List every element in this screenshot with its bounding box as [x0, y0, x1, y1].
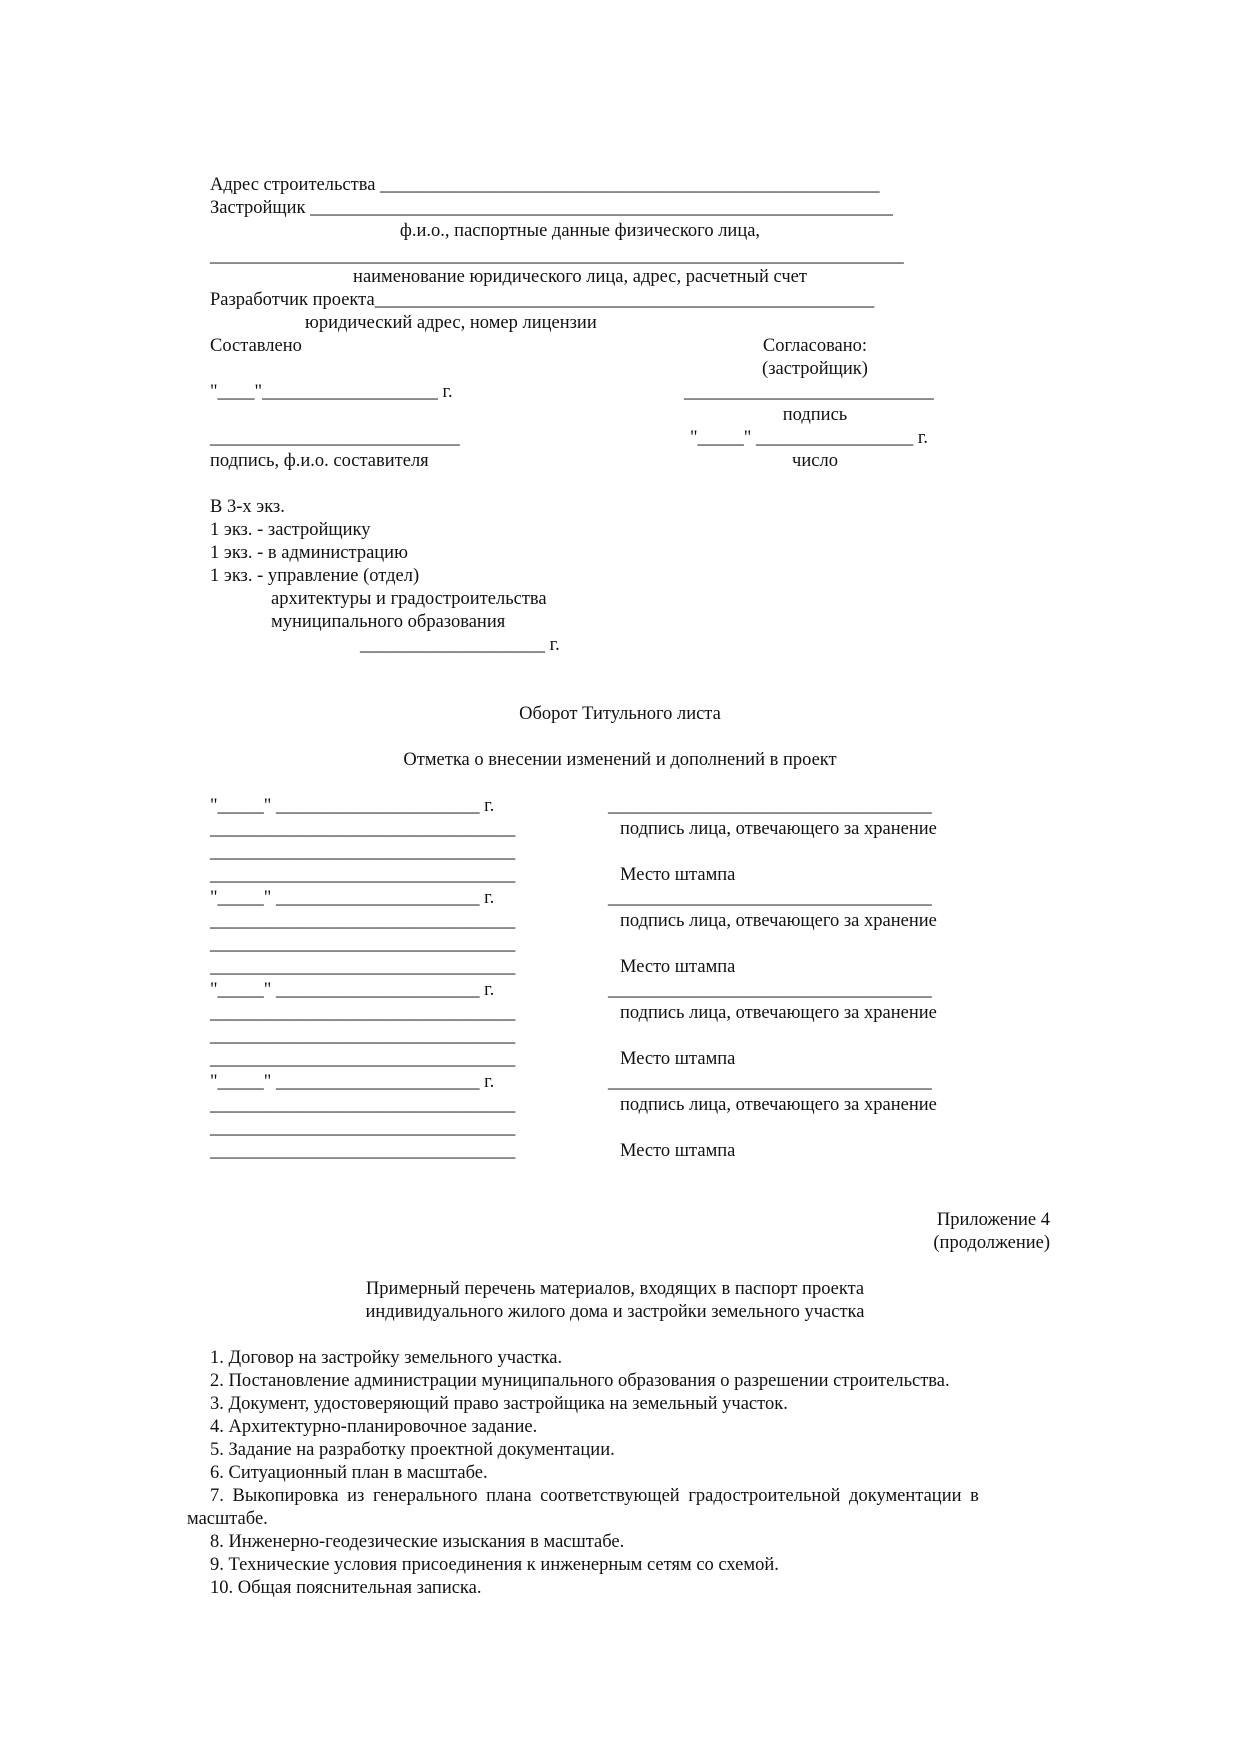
- appendix-sublabel: (продолжение): [933, 1233, 1050, 1253]
- compiled-date: "____"___________________ г.: [210, 382, 453, 402]
- change-line: _________________________________: [210, 1118, 516, 1138]
- reverse-subtitle: Отметка о внесении изменений и дополнений в проект: [403, 750, 837, 770]
- change-line: _________________________________: [210, 1141, 516, 1161]
- list-item: 1. Договор на застройку земельного участка.: [210, 1348, 563, 1368]
- developer-blank-line: ___________________________________________________________________________: [210, 246, 904, 266]
- developer-note-person: ф.и.о., паспортные данные физического лица,: [399, 221, 761, 241]
- change-line: _________________________________: [210, 957, 516, 977]
- copies-date: ____________________ г.: [360, 635, 560, 655]
- change-date: "_____" ______________________ г.: [210, 888, 495, 908]
- list-item: 2. Постановление администрации муниципального образования о разрешении строительства.: [210, 1371, 950, 1391]
- signature-line: ___________________________________: [608, 796, 932, 816]
- change-line: _________________________________: [210, 865, 516, 885]
- appendix-title-line2: индивидуального жилого дома и застройки земельного участка: [365, 1302, 865, 1322]
- compiled-title: Составлено: [210, 336, 302, 356]
- approved-signature-line: ___________________________: [684, 382, 934, 402]
- designer-note: юридический адрес, номер лицензии: [305, 313, 597, 333]
- signature-caption: подпись лица, отвечающего за хранение: [620, 911, 937, 931]
- list-item: 9. Технические условия присоединения к инженерным сетям со схемой.: [210, 1555, 779, 1575]
- change-date: "_____" ______________________ г.: [210, 796, 495, 816]
- stamp-place: Место штампа: [620, 865, 736, 885]
- list-item: 5. Задание на разработку проектной документации.: [210, 1440, 615, 1460]
- copies-item: 1 экз. - застройщику: [210, 520, 371, 540]
- change-date: "_____" ______________________ г.: [210, 980, 495, 1000]
- list-item: 3. Документ, удостоверяющий право застройщика на земельный участок.: [210, 1394, 788, 1414]
- signature-caption: подпись лица, отвечающего за хранение: [620, 819, 937, 839]
- approved-date-caption: число: [792, 451, 838, 471]
- designer-field: Разработчик проекта______________________________________________________: [210, 290, 875, 310]
- reverse-title: Оборот Титульного листа: [519, 704, 721, 724]
- change-date: "_____" ______________________ г.: [210, 1072, 495, 1092]
- copies-item: 1 экз. - в администрацию: [210, 543, 408, 563]
- approved-date: "_____" _________________ г.: [690, 428, 928, 448]
- signature-line: ___________________________________: [608, 1072, 932, 1092]
- approved-subtitle: (застройщик): [762, 359, 868, 379]
- stamp-place: Место штампа: [620, 1141, 736, 1161]
- list-item: 10. Общая пояснительная записка.: [210, 1578, 482, 1598]
- stamp-place: Место штампа: [620, 957, 736, 977]
- copies-item: 1 экз. - управление (отдел): [210, 566, 420, 586]
- change-line: _________________________________: [210, 1026, 516, 1046]
- signature-caption: подпись лица, отвечающего за хранение: [620, 1003, 937, 1023]
- signature-line: ___________________________________: [608, 888, 932, 908]
- copies-continuation: муниципального образования: [271, 612, 506, 632]
- appendix-title-line1: Примерный перечень материалов, входящих в паспорт проекта: [365, 1279, 865, 1299]
- change-line: _________________________________: [210, 1003, 516, 1023]
- change-line: _________________________________: [210, 934, 516, 954]
- change-line: _________________________________: [210, 1049, 516, 1069]
- developer-field: Застройщик _______________________________________________________________: [210, 198, 893, 218]
- change-line: _________________________________: [210, 911, 516, 931]
- change-line: _________________________________: [210, 842, 516, 862]
- appendix-label: Приложение 4: [936, 1210, 1050, 1230]
- compiled-signature-line: ___________________________: [210, 428, 460, 448]
- list-item-continuation: масштабе.: [187, 1509, 268, 1529]
- approved-signature-caption: подпись: [782, 405, 848, 425]
- copies-title: В 3-х экз.: [210, 497, 285, 517]
- change-line: _________________________________: [210, 1095, 516, 1115]
- stamp-place: Место штампа: [620, 1049, 736, 1069]
- list-item: 6. Ситуационный план в масштабе.: [210, 1463, 488, 1483]
- signature-caption: подпись лица, отвечающего за хранение: [620, 1095, 937, 1115]
- list-item: 7. Выкопировка из генерального плана соответствующей градостроительной документации в: [210, 1486, 979, 1506]
- list-item: 8. Инженерно-геодезические изыскания в масштабе.: [210, 1532, 625, 1552]
- developer-note-legal: наименование юридического лица, адрес, расчетный счет: [353, 267, 807, 287]
- compiled-signature-caption: подпись, ф.и.о. составителя: [210, 451, 429, 471]
- address-field: Адрес строительства ______________________________________________________: [210, 175, 880, 195]
- change-line: _________________________________: [210, 819, 516, 839]
- list-item: 4. Архитектурно-планировочное задание.: [210, 1417, 538, 1437]
- signature-line: ___________________________________: [608, 980, 932, 1000]
- approved-title: Согласовано:: [762, 336, 868, 356]
- copies-continuation: архитектуры и градостроительства: [271, 589, 547, 609]
